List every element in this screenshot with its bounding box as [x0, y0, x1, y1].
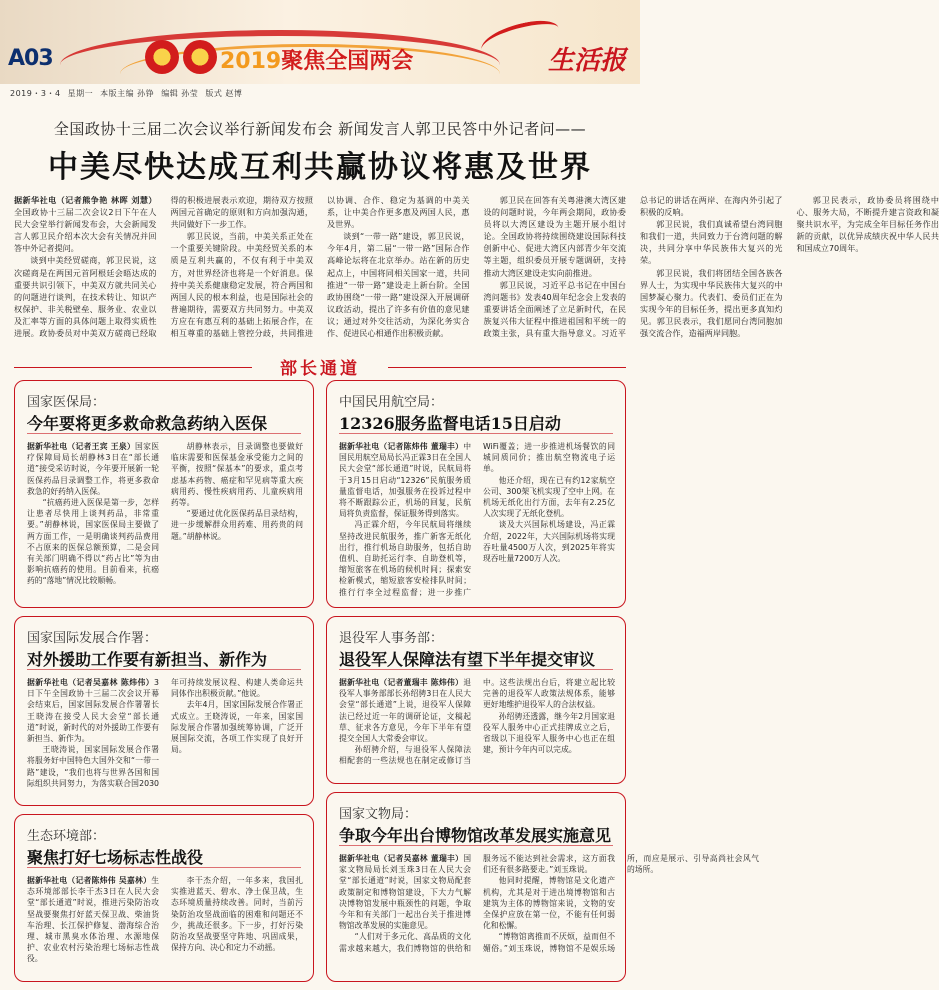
article-department: 国家文物局：: [339, 807, 418, 822]
masthead-title-b: 全国两会: [325, 49, 414, 74]
article-paragraph: 据新华社电（记者董瑞丰 陈炜伟）退役军人事务部部长孙绍骋3日在人民大会堂“部长通道”上说，退役军人保障法已经过近一年的调研论证，文稿起草、征求各方意见，今年下半年有望提交全国人大常委会审议。: [339, 678, 471, 744]
article-body: [27, 677, 303, 799]
page-number: A03: [8, 46, 53, 71]
article-department: 国家国际发展合作署：: [27, 631, 158, 646]
article-title: 12326服务监督电话15日启动: [339, 414, 561, 433]
article-department: 中国民用航空局：: [339, 395, 444, 410]
article-paragraph: “博物馆离推而不厌烦，益而但不媚俗。”刘玉珠说，博物馆不是娱乐场所，而应是展示、引导高尚社会风气的场所。: [483, 854, 759, 953]
edition-info: [10, 88, 246, 99]
article-paragraph: 孙绍骋介绍，与退役军人保障法相配套的一些法规也在制定或修订当中。这些法规出台后，将建立起比较完善的退役军人政策法规体系，能够更好地维护退役军人的合法权益。: [339, 678, 615, 766]
article-rule: [27, 433, 301, 434]
article-title: 争取今年出台博物馆改革发展实施意见: [339, 826, 612, 845]
article-body: [339, 441, 615, 601]
lead-paragraph: 郭卫民说，我们将团结全国各族各界人士，为实现中华民族伟大复兴的中国梦凝心聚力。代表们、委员们正在为实现今年的目标任务，提出更多真知灼见。郭卫民表示，我们愿同台湾同胞加强交流合作，造福两岸同胞。: [640, 267, 783, 339]
article-paragraph: “抗癌药进入医保是第一步，怎样让患者尽快用上谈判药品，非常重要。”胡静林说，国家医保局主要做了两方面工作，一是明确谈判药品费用不占原来的医保总额预算，二是会同有关部门明确不得以“药占比”等为由影响抗癌药的使用。目前看来，抗癌药的“落地”情况比较顺畅。: [27, 498, 159, 586]
article-title: 聚焦打好七场标志性战役: [27, 848, 204, 867]
lead-paragraph: 谈到“一带一路”建设，郭卫民说，今年4月，第二届“一带一路”国际合作高峰论坛将在北京举办。站在新的历史起点上，中国将同相关国家一道，共同推进“一带一路”建设走上新台阶。全国政协围绕“一带一路”建设深入开展调研议政活动，提出了许多有价值的意见建议；通过对外交往活动，为深化务实合作、促进民心相通作出积极贡献。: [327, 231, 470, 339]
section-title: 部长通道: [280, 359, 360, 379]
lead-paragraph: 郭卫民说，当前，中美关系正处在一个重要关键阶段。中美经贸关系的本质是互利共赢的，不仅有利于中美双方，对世界经济也将是一个好消息。保持中美关系健康稳定发展，符合两国和两国人民的根本利益，也是国际社会的普遍期待，需要双方共同努力。中美双方应在有惠互利的基础上拓展合作，在相互尊重的基础上管控分歧，共同推进以协调、合作、稳定为基调的中美关系，让中美合作更多惠及两国人民，惠及世界。: [170, 195, 470, 339]
article-paragraph: 他还介绍，现在已有约12家航空公司、300架飞机实现了空中上网。在机场无纸化出行方面，去年有2.25亿人次实现了无纸化登机。: [483, 475, 615, 519]
article-paragraph: 据新华社电（记者吴嘉林 董瑞丰）国家文物局局长刘玉珠3日在人民大会堂“部长通道”时说，国家文物局配套政策制定和博物馆建设，下大力气解决博物馆发展中瓶颈性的问题，争取今年和有关部门一起出台关于推进博物馆改革发展的实施意见。: [339, 854, 471, 931]
issue-weekday: 星期一: [67, 89, 94, 98]
article-box-mee: [14, 814, 314, 982]
article-box-nhsa: [14, 380, 314, 608]
article-byline: 据新华社电（记者吴嘉林 陈炜伟）: [27, 678, 155, 687]
article-body: [27, 441, 303, 601]
lead-headline: 中美尽快达成互利共赢协议将惠及世界: [48, 150, 592, 185]
article-byline: 据新华社电（记者陈炜伟 吴嘉林）: [27, 876, 152, 885]
newspaper-logo: 生活报: [547, 46, 626, 76]
article-rule: [339, 669, 613, 670]
lead-kicker: 全国政协十三届二次会议举行新闻发布会 新闻发言人郭卫民答中外记者问——: [53, 120, 587, 138]
issue-date: 2019・3・4: [10, 89, 61, 98]
article-title: 今年要将更多救命救急药纳入医保: [27, 414, 268, 433]
article-rule: [27, 867, 301, 868]
lead-paragraph: 郭卫民表示，政协委员将围绕中心、服务大局，不断提升建言资政和凝聚共识水平，为完成全年目标任务作出新的贡献，以优异成绩庆祝中华人民共和国成立70周年。: [796, 195, 939, 254]
chief-editor: 本版主编 孙铮: [100, 89, 155, 98]
article-rule: [339, 845, 613, 846]
article-paragraph: 谈及大兴国际机场建设，冯正霖介绍，2022年，大兴国际机场将实现吞吐量4500万人次，到2025年将实现吞吐量7200万人次。: [483, 520, 615, 564]
article-paragraph: 据新华社电（记者陈炜伟 董瑞丰）中国民用航空局局长冯正霖3日在全国人民大会堂“部长通道”时说，民航局将于3月15日启动“12326”民航服务质量监督电话，加强服务在投诉过程中将不断跟踪公正，机场的回复，民航局将负责监督，保证服务得到落实。: [339, 442, 471, 519]
article-department: 生态环境部：: [27, 829, 106, 844]
article-paragraph: 王晓涛说，国家国际发展合作署将服务好中国特色大国外交和“一带一路”建设，“我们也将与世界各国和国际组织共同努力，为落实联合国2030年可持续发展议程、构建人类命运共同体作出积极贡献。”他说。: [27, 678, 303, 788]
article-box-mva: [326, 616, 626, 784]
article-byline: 据新华社电（记者董瑞丰 陈炜伟）: [339, 678, 464, 687]
cppcc-emblem-icon: ★: [183, 40, 217, 74]
article-paragraph: 孙绍骋还透露，继今年2月国家退役军人服务中心正式挂牌成立之后，省级以下退役军人服务中心也正在组建，预计今年内可以完成。: [483, 711, 615, 755]
article-box-caac: [326, 380, 626, 608]
article-rule: [339, 433, 613, 434]
article-box-cidca: [14, 616, 314, 806]
article-body: [27, 875, 303, 975]
article-box-ncha: [326, 792, 759, 982]
article-paragraph: 胡静林表示，目录调整也要做好临床需要和医保基金承受能力之间的平衡，按照“保基本”的要求，重点考虑基本药物、癌症和罕见病等重大疾病用药、慢性疾病用药、儿童疾病用药等。: [171, 442, 303, 508]
article-paragraph: 冯正霖介绍，今年民航局将继续坚持改进民航服务，推广新客无纸化出行，推行机场自助服务，包括自助值机、自助托运行李、自助登机等，缩短旅客在机场的候机时间；探索安检新模式，缩短旅客安检排队时间；推行行李全过程监督；进一步推广WiFi覆盖；进一步推进机场餐饮的同城同质同价；推出航空物流电子运单。: [339, 442, 615, 597]
lead-paragraph: 郭卫民说，习近平总书记在中国台湾问题书》发表40周年纪念会上发表的重要讲话全面阐述了立足新时代，在民族复兴伟大征程中推进祖国和平统一的政策主张，具有重大指导意义。习近平总书记的讲话在两岸、在海内外引起了积极的反响。: [483, 195, 783, 339]
article-body: [339, 677, 615, 777]
lead-paragraph: 谈到中美经贸磋商，郭卫民说，这次磋商是在两国元首阿根廷会晤达成的重要共识引领下，中美双方就共同关心的问题进行谈判，在技术转让、知识产权保护、非关税壁垒、服务业、农业以及汇率等方面的具体问题上取得实质性进展。政协委员对中美双方磋商已经取得的积极进展表示欢迎，期待双方按照两国元首确定的原则和方向加强沟通，共同做好下一步工作。: [14, 195, 313, 339]
lead-byline: 据新华社电（记者熊争艳 林晖 刘慧）: [14, 195, 157, 205]
article-paragraph: 据新华社电（记者陈炜伟 吴嘉林）生态环境部部长李干杰3日在人民大会堂“部长通道”时说，推进污染防治攻坚战要聚焦打好蓝天保卫战、柴油货车治理、长江保护修复、渤海综合治理、城市黑臭水体治理、水源地保护、农业农村污染治理七场标志性战役。: [27, 876, 159, 964]
layout-designer: 版式 赵博: [205, 89, 243, 98]
article-byline: 据新华社电（记者王宾 王泉）: [27, 442, 136, 451]
article-paragraph: “人们对于多元化、高品质的文化需求越来越大，我们博物馆的供给和服务远不能达到社会需求，这方面我们还有很多路要走。”刘玉珠说。: [339, 854, 615, 953]
article-paragraph: 据新华社电（记者吴嘉林 陈炜伟）3日下午全国政协十三届二次会议开幕会结束后，国家国际发展合作署署长王晓涛在接受人民大会堂“部长通道”时说，新时代的对外援助工作要有新担当、新作为。: [27, 678, 159, 744]
masthead-year: 2019: [220, 49, 282, 74]
article-paragraph: 去年4月，国家国际发展合作署正式成立。王晓涛说，一年来，国家国际发展合作署加强统筹协调，广泛开展国际交流，各项工作实现了良好开局。: [171, 700, 303, 755]
article-title: 对外援助工作要有新担当、新作为: [27, 650, 268, 669]
lead-paragraph: 郭卫民说，我们真诚希望台湾同胞和我们一道，共同致力于台湾问题的解决，共同分享中华民族伟大复兴的光荣。: [640, 219, 783, 266]
article-paragraph: 他同时提醒，博物馆是文化遗产机构，尤其是对于进出境博物馆和古建筑为主体的博物馆来说，文物的安全保护应放在第一位，不能有任何弱化和松懈。: [483, 876, 615, 931]
article-rule: [27, 669, 301, 670]
article-byline: 据新华社电（记者吴嘉林 董瑞丰）: [339, 854, 464, 863]
section-ribbon: [252, 354, 388, 378]
lead-article-body: [14, 194, 939, 348]
article-byline: 据新华社电（记者陈炜伟 董瑞丰）: [339, 442, 464, 451]
lead-paragraph: 据新华社电（记者熊争艳 林晖 刘慧）全国政协十三届二次会议2日下午在人民大会堂举行新闻发布会，大会新闻发言人郭卫民介绍本次大会有关情况并回答中外记者提问。: [14, 195, 157, 254]
article-department: 退役军人事务部：: [339, 631, 444, 646]
article-title: 退役军人保障法有望下半年提交审议: [339, 650, 596, 669]
lead-paragraph: 郭卫民在回答有关粤港澳大湾区建设的问题时说，今年两会期间，政协委员将以大湾区建设为主题开展小组讨论。全国政协将持续围绕建设国际科技创新中心、促进大湾区内部青少年交流等主题，组织委员开展专题调研，支持推动大湾区建设走实向前推进。: [483, 195, 626, 278]
national-emblem-icon: ★: [145, 40, 179, 74]
article-paragraph: “要通过优化医保药品目录结构，进一步缓解群众用药难、用药贵的问题。”胡静林说。: [171, 509, 303, 541]
article-paragraph: 据新华社电（记者王宾 王泉）国家医疗保障局局长胡静林3日在“部长通道”接受采访时说，今年要开展新一轮医保药品目录调整工作，将更多救命救急的好药纳入医保。: [27, 442, 160, 496]
copy-editor: 编辑 孙莹: [161, 89, 199, 98]
masthead-banner: [0, 0, 640, 84]
article-paragraph: 李干杰介绍，一年多来，我国扎实推进蓝天、碧水、净土保卫战，生态环境质量持续改善。同时，当前污染防治攻坚战面临的困难和问题还不少，挑战还很多。下一步，打好污染防治攻坚战要坚守阵地、巩固成果，保持方向、决心和定力不动摇。: [171, 876, 303, 953]
masthead-title: [220, 44, 413, 75]
article-body: [339, 853, 759, 975]
masthead-title-a: 聚焦: [281, 49, 326, 74]
article-department: 国家医保局：: [27, 395, 106, 410]
